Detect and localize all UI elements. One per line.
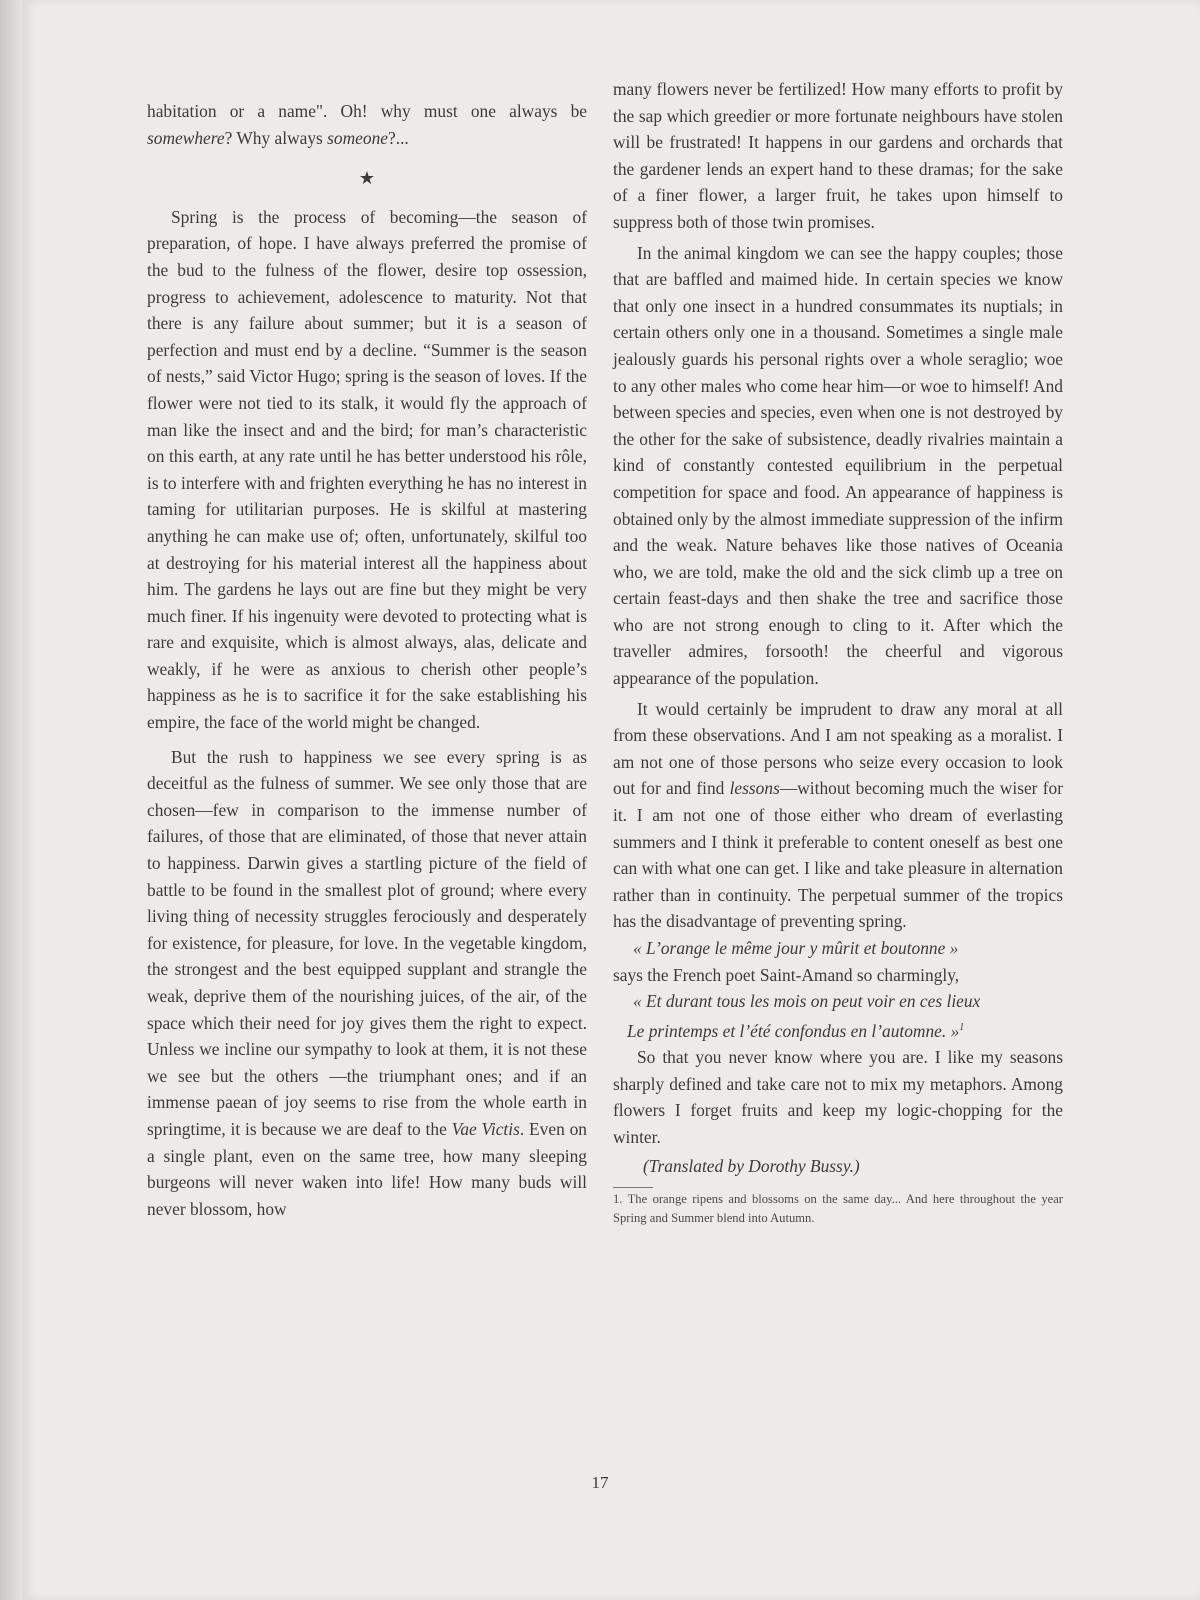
paragraph-continued: many flowers never be fertilized! How many efforts to profit by the sap which greedier or more fortunate neighbours have stolen will be frustrated! It happens in our gardens and orchards that the gardener lends an expert hand to these dramas; for the sake of a finer flower, a larger fruit, he takes upon himself to suppress both of those twin promises. <box>613 79 1063 232</box>
verse-line-3-text: Le printemps et l’été confondus en l’automne. » <box>627 1020 960 1041</box>
star-separator: ★ <box>358 168 376 189</box>
opening-text: habitation or a name". Oh! why must one always be <box>147 101 587 121</box>
says-line: says the French poet Saint-Amand so charmingly, <box>613 964 960 985</box>
verse-line-1: « L’orange le même jour y mûrit et boutonne » <box>633 938 959 958</box>
paragraph-spring: Spring is the process of becoming—the season of preparation, of hope. I have always preferred the promise of the bud to the fulness of the flower, desire top ossession, progress to achievement, adolescence to maturity. Not that there is any failure about summer; but it is a season of perfection and must end by a decline. “Summer is the season of nests,” said Victor Hugo; spring is the season of loves. If the flower were not tied to its stalk, it would fly the approach of man like the insect and and the bird; for man’s characteristic on this earth, at any rate until he has better understood his rôle, is to interfere with and frighten everything he has no interest in taming for utilitarian purposes. He is skilful at mastering anything he can make use of; often, unfortunately, skilful too at destroying for his material interest all the happiness about him. The gardens he lays out are fine but they might be very much finer. If his ingenuity were devoted to protecting what is rare and exquisite, which is almost always, alas, delicate and weakly, if he were as anxious to cherish other people’s happiness as he is to sacrifice it for the sake establishing his empire, the face of the world might be changed. <box>147 206 587 733</box>
opening-paragraph <box>147 98 587 151</box>
paragraph-animal-kingdom: In the animal kingdom we can see the happy couples; those that are baffled and maimed hide. In certain species we know that only one insect in a hundred consummates its nuptials; in certain others only one in a thousand. Sometimes a single male jealously guards his personal rights over a whole seraglio; woe to any other males who come hear him—or woe to himself! And between species and species, even when one is not destroyed by the other for the sake of subsistence, deadly rivalries maintain a kind of constantly contested equilibrium in the perpetual competition for space and food. An appearance of happiness is obtained only by the almost immediate suppression of the infirm and the weak. Nature behaves like those natives of Oceania who, we are told, make the old and the sick climb up a tree on certain feast-days and then shake the tree and sacrifice those who are not strong enough to cling to it. After which the traveller admires, forsooth! the cheerful and vigorous appearance of the population. <box>613 242 1063 689</box>
paragraph-seasons: So that you never know where you are. I like my seasons sharply defined and take care not to mix my metaphors. Among flowers I forget fruits and keep my logic-chopping for the winter. <box>613 1047 1063 1147</box>
opening-emphasis-somewhere: somewhere <box>147 127 225 148</box>
opening-emphasis-someone: someone <box>327 127 389 148</box>
paragraph-text: It would certainly be imprudent to draw any moral at all from these observations. And I am not speaking as a moralist. I am not one of those persons who seize every occasion to look out for and find <box>613 698 1063 799</box>
page-number: 17 <box>591 1473 609 1492</box>
emphasis-vae-victis: Vae Victis <box>451 1118 520 1139</box>
emphasis-lessons: lessons <box>729 778 780 799</box>
left-column <box>147 98 587 1222</box>
right-column <box>613 76 1063 1228</box>
translator-credit: (Translated by Dorothy Bussy.) <box>643 1155 860 1176</box>
verse-line-2: « Et durant tous les mois on peut voir en ces lieux <box>633 991 981 1012</box>
footnote-rule <box>613 1187 653 1188</box>
verse-line-3 <box>613 1015 1063 1044</box>
paragraph-imprudent <box>613 696 1063 935</box>
opening-text-end: ?... <box>388 127 409 148</box>
paragraph-text: But the rush to happiness we see every spring is as deceitful as the fulness of summer. We see only those that are chosen—few in comparison to the immense number of failures, of those that are eliminated, of those that never attain to happiness. Darwin gives a startling picture of the field of battle to be found in the smallest plot of ground; where every living thing of necessity struggles ferociously and desperately for existence, for pleasure, for love. In the vegetable kingdom, the strongest and the best equipped supplant and strangle the weak, deprive them of the nourishing juices, of the air, of the space which their need for joy gives them the right to expect. Unless we incline our sympathy to look at them, it is not these we see but the others —the triumphant ones; and if an immense paean of joy seems to rise from the whole earth in springtime, it is because we are deaf to the <box>147 746 587 1139</box>
footnote-marker: 1 <box>959 1021 965 1033</box>
footnote: 1. The orange ripens and blossoms on the same day... And here throughout the year Spring and Summer blend into Autumn. <box>613 1192 1063 1226</box>
page-edge <box>0 0 22 1600</box>
paragraph-rush-to-happiness <box>147 744 587 1223</box>
opening-text-mid: ? Why always <box>224 127 328 148</box>
paragraph-text-end: —without becoming much the wiser for it. I am not one of those either who dream of everlasting summers and I think it preferable to content oneself as best one can with what one can get. I like and take pleasure in alternation rather than in continuity. The perpetual summer of the tropics has the disadvantage of preventing spring. <box>613 778 1063 932</box>
paragraph-text-end: . Even on a single plant, even on the same tree, how many sleeping burgeons will never waken into life! How many buds will never blossom, how <box>147 1118 587 1219</box>
